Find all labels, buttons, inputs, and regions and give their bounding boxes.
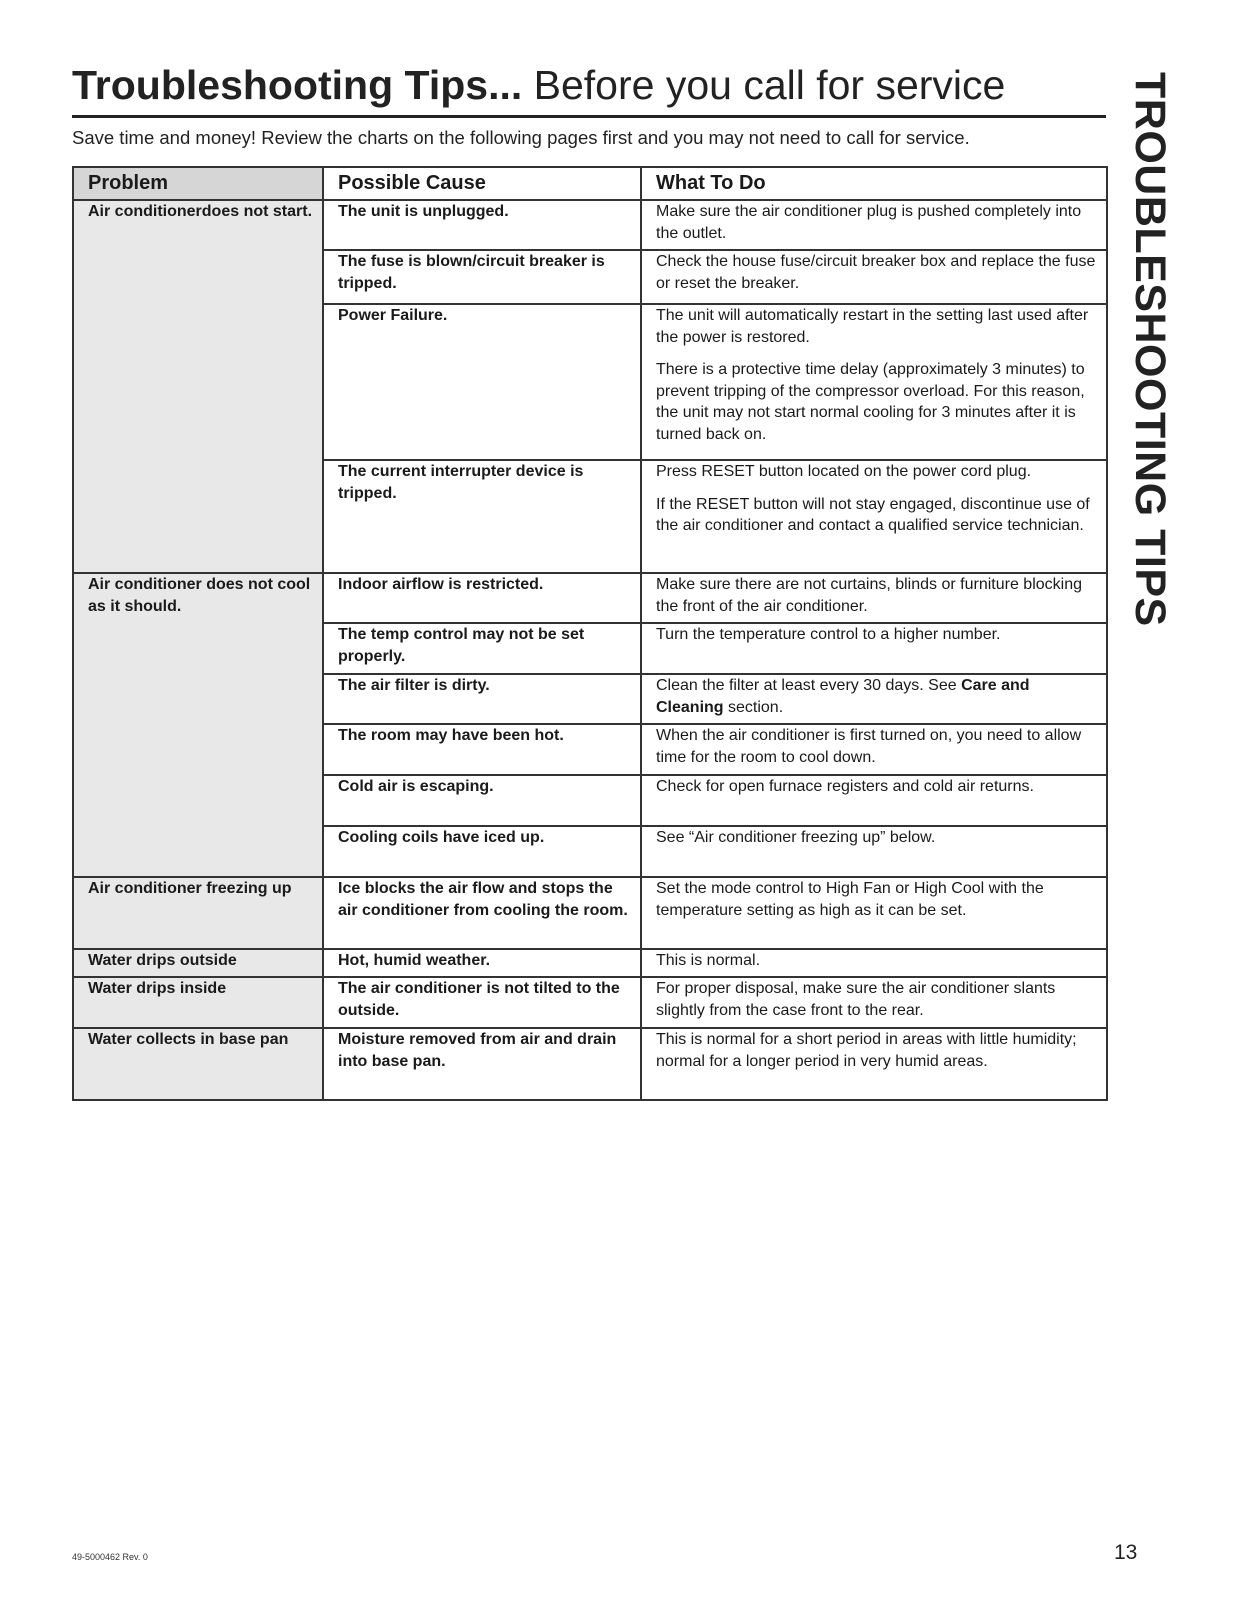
todo-cell [641, 877, 1107, 949]
todo-text: If the RESET button will not stay engaged, discontinue use of the air conditioner and contact a qualified service technician. [656, 495, 1090, 534]
care-and-cleaning-ref: Care and Cleaning [656, 677, 1030, 716]
todo-cell [641, 826, 1107, 877]
todo-text [656, 675, 1100, 718]
table-row [73, 1028, 1107, 1100]
page-title-rest: Before you call for service [522, 62, 1006, 108]
cause-cell: The fuse is blown/circuit breaker is tripped. [323, 250, 641, 304]
todo-text-part: section. [723, 698, 784, 716]
todo-text: Press RESET button located on the power cord plug. [656, 463, 1032, 480]
todo-cell [641, 304, 1107, 460]
cause-cell: The air conditioner is not tilted to the outside. [323, 977, 641, 1028]
todo-text: Make sure there are not curtains, blinds or furniture blocking the front of the air conditioner. [656, 576, 1082, 615]
side-tab-area [1120, 72, 1180, 627]
todo-text: Make sure the air conditioner plug is pushed completely into the outlet. [656, 203, 1082, 242]
todo-cell [641, 250, 1107, 304]
cause-cell: Power Failure. [323, 304, 641, 460]
problem-cell: Air conditionerdoes not start. [73, 200, 323, 573]
cause-cell: The temp control may not be set properly. [323, 623, 641, 674]
problem-cell: Air conditioner freezing up [73, 877, 323, 949]
todo-text: Set the mode control to High Fan or High Cool with the temperature setting as high as it can be set. [656, 880, 1044, 919]
todo-cell [641, 949, 1107, 977]
todo-text: Check for open furnace registers and cold air returns. [656, 778, 1034, 795]
todo-cell [641, 674, 1107, 724]
todo-text: This is normal for a short period in areas with little humidity; normal for a longer period in very humid areas. [656, 1031, 1077, 1070]
cause-cell: Hot, humid weather. [323, 949, 641, 977]
header-what-to-do: What To Do [641, 167, 1107, 200]
todo-text: When the air conditioner is first turned on, you need to allow time for the room to cool down. [656, 727, 1082, 766]
cause-cell: Cooling coils have iced up. [323, 826, 641, 877]
problem-cell: Air conditioner does not cool as it should. [73, 573, 323, 877]
table-row [73, 200, 1107, 250]
problem-cell: Water drips inside [73, 977, 323, 1028]
cause-cell: The air filter is dirty. [323, 674, 641, 724]
todo-cell [641, 200, 1107, 250]
cause-cell: Ice blocks the air flow and stops the air conditioner from cooling the room. [323, 877, 641, 949]
todo-cell [641, 977, 1107, 1028]
todo-text: There is a protective time delay (approximately 3 minutes) to prevent tripping of the compressor overload. For this reason, the unit may not start normal cooling for 3 minutes after it is turned back on. [656, 361, 1085, 443]
table-header-row [73, 167, 1107, 200]
todo-cell [641, 623, 1107, 674]
cause-cell: Indoor airflow is restricted. [323, 573, 641, 623]
cause-cell: The room may have been hot. [323, 724, 641, 775]
todo-cell [641, 724, 1107, 775]
table-row [73, 877, 1107, 949]
troubleshooting-table [72, 166, 1108, 1101]
problem-cell: Water drips outside [73, 949, 323, 977]
todo-text: The unit will automatically restart in the setting last used after the power is restored. [656, 307, 1089, 346]
table-row [73, 573, 1107, 623]
todo-text: This is normal. [656, 952, 761, 969]
cause-cell: Cold air is escaping. [323, 775, 641, 826]
side-section-tab: TROUBLESHOOTING TIPS [1126, 72, 1174, 627]
header-possible-cause: Possible Cause [323, 167, 641, 200]
todo-text: Check the house fuse/circuit breaker box and replace the fuse or reset the breaker. [656, 253, 1096, 292]
todo-cell [641, 1028, 1107, 1100]
table-row [73, 949, 1107, 977]
cause-cell: The unit is unplugged. [323, 200, 641, 250]
problem-cell: Water collects in base pan [73, 1028, 323, 1100]
todo-text-part: Clean the filter at least every 30 days. See [656, 677, 962, 694]
todo-text: Turn the temperature control to a higher number. [656, 626, 1001, 643]
cause-cell: Moisture removed from air and drain into base pan. [323, 1028, 641, 1100]
page-title [72, 62, 1005, 109]
title-rule [72, 115, 1106, 118]
table-row [73, 977, 1107, 1028]
cause-cell: The current interrupter device is tripped. [323, 460, 641, 573]
page-title-bold: Troubleshooting Tips... [72, 62, 523, 108]
todo-text: For proper disposal, make sure the air conditioner slants slightly from the case front to the rear. [656, 980, 1056, 1019]
todo-text: See “Air conditioner freezing up” below. [656, 829, 936, 846]
todo-cell [641, 573, 1107, 623]
document-number: 49-5000462 Rev. 0 [72, 1552, 148, 1562]
todo-cell [641, 460, 1107, 573]
header-problem: Problem [73, 167, 323, 200]
intro-text: Save time and money! Review the charts on the following pages first and you may not need to call for service. [72, 127, 970, 148]
page-number: 13 [1114, 1541, 1138, 1564]
todo-cell [641, 775, 1107, 826]
